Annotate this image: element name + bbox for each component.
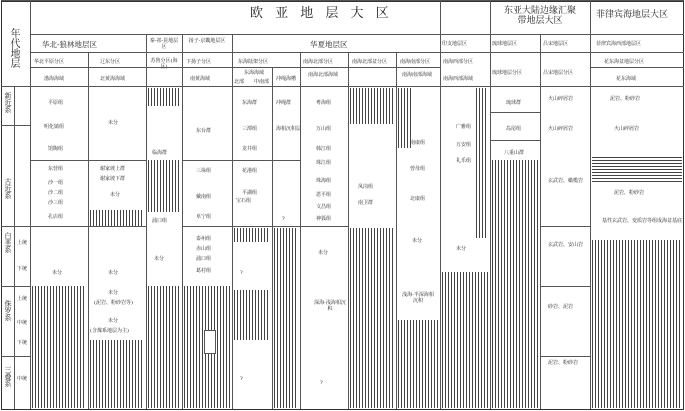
cell-bh-weifen2: 未分 (110, 192, 121, 198)
cell-pingyuan: 平原组 (48, 100, 64, 106)
cell-cs-q: ? (282, 216, 285, 222)
cell-dh-q2: ? (240, 376, 243, 382)
xibu-hatch-2 (442, 272, 488, 408)
cell-longjing: 龙井组 (242, 146, 258, 152)
cell-donghai-qun: 东海群 (242, 100, 258, 106)
cell-bh-weifen3: 未分 (108, 270, 119, 276)
cell-fujiang: 阜宁组 (196, 214, 212, 220)
nanbu-hatch-1 (398, 88, 412, 148)
cell-daoyou: 岛尾组 (506, 126, 522, 132)
cell-nb-q: ? (320, 380, 323, 386)
cell-xuanqiu: 玄武岩、橄榄岩 (548, 178, 584, 184)
sea-nanhai-xibu: 南海西部海域 (443, 76, 474, 82)
zone-liuqiu: 琉球地层区 (492, 41, 518, 47)
cell-taizhou: 泰州组 (196, 236, 212, 242)
cell-shenhai: 深海-浅海相沉积 (314, 300, 346, 312)
cell-hd-niyan: 泥岩、粉砂岩 (610, 96, 641, 102)
sub-nanhai-xibu: 南海西部分区 (443, 59, 474, 65)
sub-sulu: 苏鲁分区(海区) (150, 58, 178, 70)
sub-nanhai-beibu: 南海北部分区 (303, 59, 334, 65)
cell-liuqiu-qun: 琉球群 (506, 100, 522, 106)
cell-nn-weifen: 未分 (412, 238, 423, 244)
cell-xiezhu-shang: 谢家坡上群 (100, 166, 126, 172)
pendi-hatch-2 (350, 228, 394, 408)
cell-bajiao: 八重山群 (504, 150, 525, 156)
cell-guantao: 馆陶组 (48, 146, 64, 152)
cell-gecun: 葛村组 (196, 268, 212, 274)
sea-donghai: 东海海域 (244, 70, 265, 76)
cell-bohai-weifen: 未分 (52, 270, 63, 276)
sea-nanhai-nanbu: 南海南部海域 (401, 72, 432, 78)
cell-wenchang: 文昌组 (316, 204, 332, 210)
cell-fenggang: 凤岗组 (358, 184, 374, 190)
cell-beikang: 北康组 (410, 196, 426, 202)
cell-wanshan: 万山组 (316, 126, 332, 132)
cell-minghuazhen: 明化镇组 (44, 124, 65, 130)
sub-huabei-ping: 华北平原分区 (34, 59, 65, 65)
cell-pinghu: 平湖组 (242, 190, 258, 196)
liuqiu-hatch (492, 160, 538, 408)
sea-beihuang: 北黄海海域 (100, 76, 126, 82)
era-sandie: 三叠系 (4, 366, 12, 387)
sea-nanhuang: 南黄海域 (190, 76, 211, 82)
cell-dh-q: ? (240, 270, 243, 276)
era-baie: 白垩系 (4, 232, 12, 253)
cell-nankang: 南康组 (410, 140, 426, 146)
huadong-hatch-1 (592, 156, 682, 182)
cell-shahejie3: 沙三组 (48, 200, 64, 206)
cell-shayan: 砂岩、泥岩 (548, 304, 574, 310)
cell-dongying: 东营组 (48, 166, 64, 172)
cell-hd-huoshan: 火山碎屑岩 (614, 126, 640, 132)
cell-liyue: 礼乐组 (456, 158, 472, 164)
note-zhong-yan: (含煤系地层为主) (90, 328, 129, 334)
sulu-hatch-3 (148, 286, 180, 408)
cell-qianhai: 浅海-半深海相沉积 (402, 292, 434, 304)
era-san-zhong: 中统 (17, 376, 28, 382)
cell-guanying: 广雅组 (456, 124, 472, 130)
cell-huoshan2: 火山碎屑岩 (548, 126, 574, 132)
cell-zhuhai: 珠海组 (316, 178, 332, 184)
cell-sulu-wufen: 未分 (154, 256, 165, 262)
xibu-hatch-1 (476, 88, 488, 238)
cell-wanan: 万安组 (456, 142, 472, 148)
cell-sanduo: 三垛组 (196, 168, 212, 174)
cell-sanmao: 三潭组 (242, 126, 258, 132)
beihuang-hatch-2 (90, 340, 144, 408)
sea-nanhai-beibu: 南海北部海域 (307, 72, 338, 78)
cell-sulu-pukou: 浦口组 (152, 218, 168, 224)
zone-feilvbin: 菲律宾海西部地层区 (596, 41, 642, 47)
cell-hanjiang: 韩江组 (316, 146, 332, 152)
era-zhuluo: 侏罗系 (4, 300, 12, 321)
zone-qinqi: 秦-祁-昆地层区 (149, 38, 179, 50)
cell-zhujiang: 珠江组 (316, 160, 332, 166)
era-label: 年代地层 (8, 28, 19, 68)
region-east-asia: 东亚大陆边缘汇聚带地层大区 (503, 6, 576, 26)
cell-nb-weifen: 未分 (318, 250, 329, 256)
sub-liaodong: 辽东分区 (100, 59, 121, 65)
era-bai-shang: 上统 (17, 240, 28, 246)
cell-hd-niyan2: 泥岩、粉砂岩 (614, 190, 645, 196)
cell-xb-weifen: 未分 (456, 246, 467, 252)
cell-dongtai: 东台群 (196, 128, 212, 134)
cell-shahejie2: 沙二组 (48, 190, 64, 196)
region-eurasia: 欧 亚 地 层 大 区 (250, 6, 393, 21)
cell-nanwei: 南卫群 (358, 200, 374, 206)
sub-nanhai-pendi: 南海北部盆分区 (352, 59, 388, 65)
sea-huadong: 花东海域 (616, 76, 637, 82)
cell-ponan: 赤山组 (196, 246, 212, 252)
sea-donghai-north: 北部 (234, 79, 245, 85)
cell-niyan: 泥岩、粉砂岩 (548, 360, 579, 366)
nanbu-hatch-2 (398, 320, 438, 408)
cell-jixing: 基性玄武岩、变质岩等组成海盆基底 (602, 218, 683, 224)
zone-huaxia: 华夏地层区 (310, 40, 348, 49)
sea-bohai: 渤海海域 (44, 76, 65, 82)
chongsheng-hatch (274, 228, 298, 408)
sub-liuqiu: 琉球地层分区 (492, 70, 523, 76)
cell-kongdian: 孔店组 (48, 214, 64, 220)
region-philippine: 菲律宾海地层大区 (596, 10, 669, 20)
cell-chongsheng-qun: 冲绳群 (276, 100, 292, 106)
cell-linhai: 临海群 (152, 150, 168, 156)
cell-bh-weifen4: 未分 (108, 290, 119, 296)
cell-enping: 恩平组 (316, 192, 332, 198)
era-bai-xia: 下统 (17, 266, 28, 272)
bohai-hatch (32, 286, 86, 408)
sub-lusong: 吕宋地层分区 (543, 70, 574, 76)
sea-donghai-south: 中南部 (254, 79, 270, 85)
cell-dainan: 戴南组 (196, 194, 212, 200)
donghai-hatch-2 (234, 290, 270, 340)
cell-beihuang-weifen: 未分 (108, 120, 119, 126)
huadong-hatch-2 (592, 240, 682, 408)
beihuang-hatch-1 (90, 210, 144, 226)
cell-huagang: 花港组 (242, 168, 258, 174)
zone-lusong: 吕宋地层区 (543, 41, 569, 47)
era-zhu-zhong: 中统 (17, 320, 28, 326)
note-jin-yan: (泥岩、粉砂岩等) (94, 300, 133, 306)
sub-donghai: 东海陆架分区 (238, 59, 269, 65)
cell-haixiang: 海相沉积层 (276, 126, 302, 132)
cell-shahejie1: 沙一组 (48, 180, 64, 186)
cell-xuanwu: 玄武岩、安山岩 (548, 242, 584, 248)
sea-chongsheng: 冲绳海槽 (276, 76, 297, 82)
cell-bh-weifen5: 未分 (108, 318, 119, 324)
sub-huadong: 花东海盆地层分区 (604, 59, 645, 65)
era-gujin: 古近系 (4, 178, 12, 199)
zone-yinzhi: 印支地层区 (442, 41, 468, 47)
sub-xiayang: 下扬子分区 (186, 59, 212, 65)
era-zhu-shang: 上统 (17, 296, 28, 302)
pendi-hatch-1 (350, 88, 394, 124)
sulu-hatch-2 (148, 160, 180, 212)
cell-pukou: 浦口组 (196, 256, 212, 262)
era-zhu-xia: 下统 (17, 340, 28, 346)
cell-baoshi: 宝石组 (236, 198, 252, 204)
cell-shenhu: 神狐组 (316, 216, 332, 222)
sub-nanhai-nanbu: 南海南部分区 (400, 59, 431, 65)
cell-xiezhu-xia: 谢家坡下群 (100, 176, 126, 182)
zone-huabei: 华北-狼林地层区 (42, 40, 98, 49)
cell-zengmu: 曾母组 (410, 166, 426, 172)
zone-yangzi: 扬子-京畿地层区 (188, 38, 226, 44)
era-xinjin: 新近系 (4, 92, 12, 113)
donghai-hatch-1 (234, 228, 270, 242)
sulu-hatch-1 (148, 88, 180, 106)
cell-huoshan1: 火山碎屑岩 (548, 96, 574, 102)
cell-yuehai: 粤海组 (316, 100, 332, 106)
xiayang-box (204, 330, 216, 354)
